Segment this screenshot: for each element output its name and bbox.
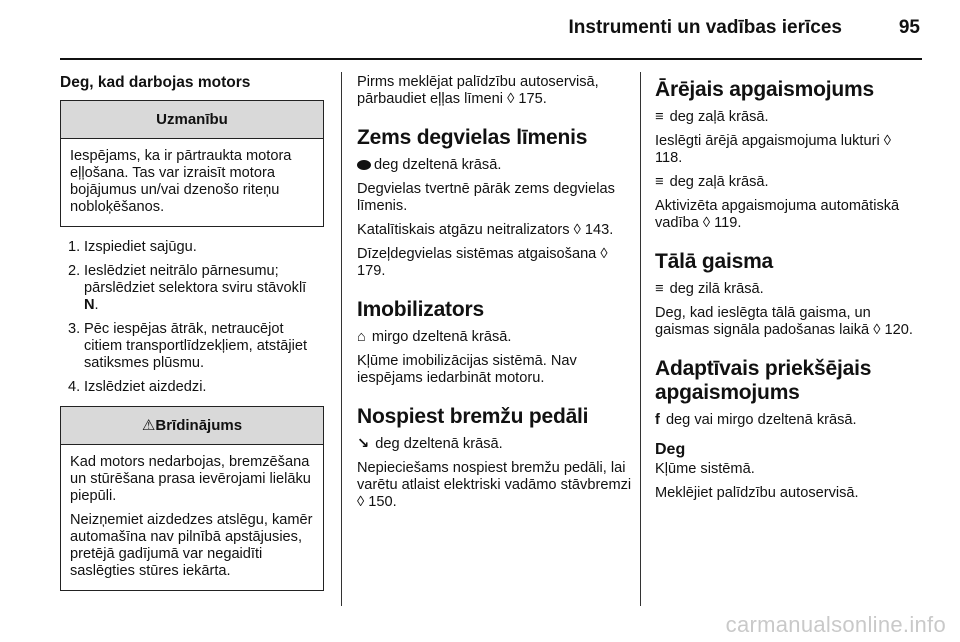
notice-box bbox=[60, 100, 324, 227]
fuel-indicator-line: deg dzeltenā krāsā. bbox=[357, 157, 635, 174]
heading-exterior-light: Ārējais apgaismojums bbox=[655, 78, 874, 101]
heading-low-fuel: Zems degvielas līmenis bbox=[357, 126, 588, 149]
immobilizer-text: Kļūme imobilizācijas sistēmā. Nav iespējams iedarbināt motoru. bbox=[357, 353, 577, 386]
warning-text-1: Kad motors nedarbojas, bremzēšana un stūrēšana prasa ievērojami lielāku piepūli. bbox=[70, 454, 311, 504]
section-title-engine-running: Deg, kad darbojas motors bbox=[60, 74, 251, 91]
fuel-light-icon bbox=[357, 160, 371, 170]
list-item: 1. Izspiediet sajūgu. bbox=[68, 239, 197, 255]
heading-adaptive-light: Adaptīvais priekšējais apgaismojums bbox=[655, 357, 872, 404]
adaptive-light-icon: f bbox=[655, 412, 660, 428]
fuel-text-1: Degvielas tvertnē pārāk zems degvielas līmenis. bbox=[357, 181, 615, 214]
warning-triangle-icon: ⚠ bbox=[141, 417, 156, 434]
brake-indicator-line: ↘ deg dzeltenā krāsā. bbox=[357, 436, 503, 452]
fuel-text-2: Katalītiskais atgāzu neitralizators ◊ 143. bbox=[357, 222, 614, 238]
column-1 bbox=[60, 74, 324, 603]
high-beam-text: Deg, kad ieslēgta tālā gaisma, un gaismas signāla padošanas laikā ◊ 120. bbox=[655, 305, 913, 338]
gear-n-symbol: N bbox=[84, 297, 95, 313]
heading-press-brake: Nospiest bremžu pedāli bbox=[357, 405, 589, 428]
adaptive-text-2: Meklējiet palīdzību autoservisā. bbox=[655, 485, 859, 501]
high-beam-icon: ≡ bbox=[655, 281, 664, 297]
column-divider-2 bbox=[640, 72, 641, 606]
header-divider bbox=[60, 58, 922, 60]
page-header-title: Instrumenti un vadības ierīces bbox=[568, 17, 842, 38]
list-item: 2. Ieslēdziet neitrālo pārnesumu; pārslēdziet selektora sviru stāvoklī N. bbox=[68, 263, 307, 313]
warning-text-2: Neizņemiet aizdedzes atslēgu, kamēr automašīna nav pilnībā apstājusies, pretējā gadījumā var negaidīti saslēgties stūres iekārta. bbox=[70, 512, 313, 579]
immobilizer-icon: ⌂ bbox=[357, 329, 366, 345]
exterior-indicator-line: ≡ deg zaļā krāsā. bbox=[655, 109, 769, 125]
oil-check-text: Pirms meklējat palīdzību autoservisā, pārbaudiet eļļas līmeni ◊ 175. bbox=[357, 74, 599, 107]
exterior-light-icon: ≡ bbox=[655, 109, 664, 125]
column-divider-1 bbox=[341, 72, 342, 606]
subheading-on: Deg bbox=[655, 441, 686, 458]
brake-pedal-icon: ↘ bbox=[357, 436, 370, 452]
warning-title: ⚠Brīdinājums bbox=[61, 407, 323, 445]
heading-high-beam: Tālā gaisma bbox=[655, 250, 774, 273]
list-item: 4. Izslēdziet aizdedzi. bbox=[68, 379, 207, 395]
exterior-text-2: Aktivizēta apgaismojuma automātiskā vadība ◊ 119. bbox=[655, 198, 900, 231]
notice-title: Uzmanību bbox=[61, 101, 323, 139]
exterior-text-1: Ieslēgti ārējā apgaismojuma lukturi ◊ 118. bbox=[655, 133, 891, 166]
auto-light-indicator-line: ≡ deg zaļā krāsā. bbox=[655, 174, 769, 190]
brake-text: Nepieciešams nospiest bremžu pedāli, lai varētu atlaist elektriski vadāmo stāvbremzi ◊ 150. bbox=[357, 460, 632, 510]
warning-box bbox=[60, 406, 324, 591]
high-beam-indicator-line: ≡ deg zilā krāsā. bbox=[655, 281, 764, 297]
list-item: 3. Pēc iespējas ātrāk, netraucējot citiem transportlīdzekļiem, atstājiet satiksmes plūsmu. bbox=[68, 321, 308, 371]
column-2 bbox=[357, 74, 635, 518]
page-number: 95 bbox=[898, 17, 920, 38]
column-3 bbox=[655, 74, 920, 509]
notice-text: Iespējams, ka ir pārtraukta motora eļļošana. Tas var izraisīt motora bojājumus un/vai dzenošo riteņu nobloķēšanos. bbox=[70, 148, 292, 215]
auto-light-icon: ≡ bbox=[655, 174, 664, 190]
adaptive-light-indicator-line: f deg vai mirgo dzeltenā krāsā. bbox=[655, 412, 857, 428]
fuel-text-3: Dīzeļdegvielas sistēmas atgaisošana ◊ 179. bbox=[357, 246, 608, 279]
steps-list bbox=[60, 239, 324, 396]
adaptive-text-1: Kļūme sistēmā. bbox=[655, 461, 755, 477]
heading-immobilizer: Imobilizators bbox=[357, 298, 484, 321]
immobilizer-indicator-line: ⌂ mirgo dzeltenā krāsā. bbox=[357, 329, 512, 345]
watermark: carmanualsonline.info bbox=[725, 612, 946, 637]
